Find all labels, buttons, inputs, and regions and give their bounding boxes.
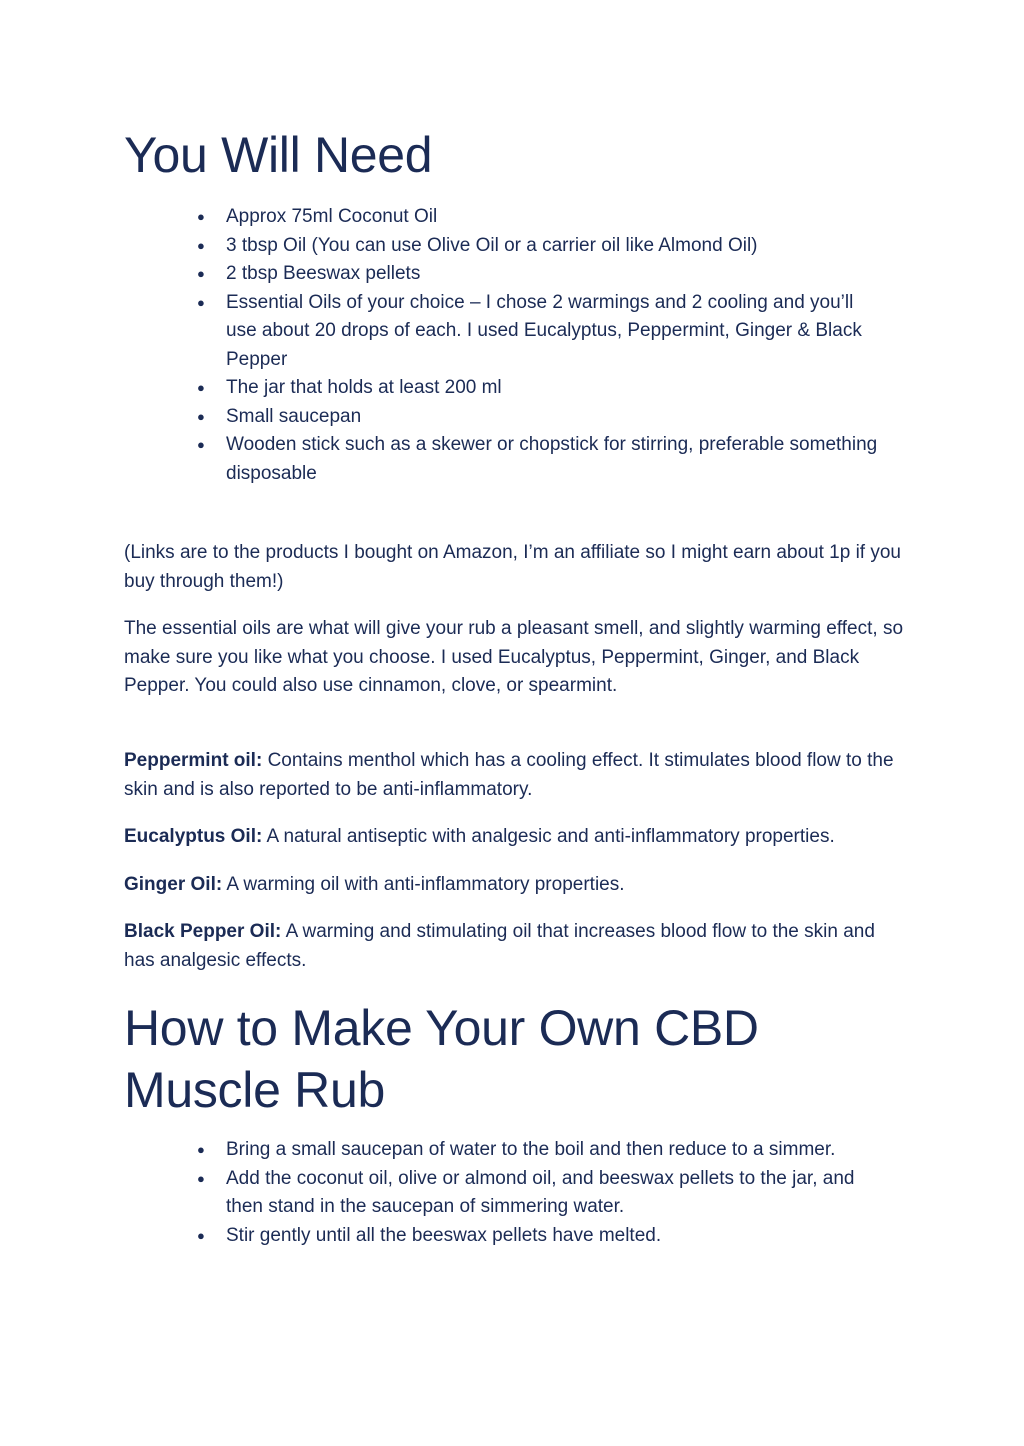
oil-description-ginger — [124, 871, 904, 900]
list-item-text: Bring a small saucepan of water to the boil and then reduce to a simmer. — [226, 1139, 836, 1160]
oil-text: A warming oil with anti-inflammatory properties. — [222, 874, 625, 895]
list-item-text: 3 tbsp Oil (You can use Olive Oil or a carrier oil like Almond Oil) — [226, 234, 758, 256]
list-item-text: Add the coconut oil, olive or almond oil, and beeswax pellets to the jar, and then stand in the saucepan of simmering water. — [226, 1167, 855, 1217]
list-item-text: Stir gently until all the beeswax pellets have melted. — [226, 1224, 662, 1246]
bullet-icon: ● — [197, 294, 205, 310]
section-heading-how-to-make: How to Make Your Own CBD Muscle Rub — [124, 1000, 759, 1118]
bullet-icon: ● — [197, 1142, 205, 1157]
affiliate-note: (Links are to the products I bought on Amazon, I’m an affiliate so I might earn about 1p if you buy through them!) — [124, 542, 901, 592]
list-item-text: Approx 75ml Coconut Oil — [226, 206, 438, 227]
list-item — [197, 260, 887, 289]
oil-text: A natural antiseptic with analgesic and anti-inflammatory properties. — [262, 826, 835, 847]
list-item — [197, 431, 887, 488]
supplies-list — [197, 203, 887, 488]
list-item — [197, 289, 887, 375]
bullet-icon: ● — [197, 1227, 205, 1243]
oils-intro-paragraph: The essential oils are what will give your rub a pleasant smell, and slightly warming effect, so make sure you like what you choose. I used Eucalyptus, Peppermint, Ginger, and Black Pepper. You could also use cinnamon, clove, or spearmint. — [124, 618, 904, 696]
list-item-text: Essential Oils of your choice – I chose 2 warmings and 2 cooling and you’ll use about 20 drops of each. I used Eucalyptus, Peppermint, Ginger & Black Pepper — [226, 291, 862, 370]
bullet-icon: ● — [197, 380, 205, 395]
list-item-text: The jar that holds at least 200 ml — [226, 377, 502, 398]
list-item — [197, 1222, 887, 1251]
list-item-text: 2 tbsp Beeswax pellets — [226, 263, 421, 284]
list-item — [197, 403, 887, 432]
oil-description-black-pepper — [124, 918, 904, 975]
oil-name: Ginger Oil: — [124, 874, 223, 895]
section-heading-you-will-need: You Will Need — [124, 127, 433, 183]
oil-description-peppermint — [124, 747, 904, 804]
bullet-icon: ● — [197, 437, 205, 452]
oil-name: Black Pepper Oil: — [124, 921, 282, 942]
list-item — [197, 203, 887, 232]
list-item — [197, 1165, 887, 1222]
list-item — [197, 232, 887, 261]
oil-description-eucalyptus — [124, 823, 904, 852]
bullet-icon: ● — [197, 1170, 205, 1186]
steps-list — [197, 1136, 887, 1250]
list-item-text: Wooden stick such as a skewer or chopstick for stirring, preferable something disposable — [226, 434, 878, 484]
list-item — [197, 374, 887, 403]
list-item-text: Small saucepan — [226, 405, 362, 427]
bullet-icon: ● — [197, 408, 205, 424]
oil-name: Eucalyptus Oil: — [124, 826, 263, 847]
bullet-icon: ● — [197, 237, 205, 253]
oil-name: Peppermint oil: — [124, 750, 263, 771]
bullet-icon: ● — [197, 266, 205, 281]
oil-text: A warming and stimulating oil that increases blood flow to the skin and has analgesic effects. — [124, 921, 875, 971]
bullet-icon: ● — [197, 209, 205, 224]
list-item — [197, 1136, 887, 1165]
oil-text: Contains menthol which has a cooling effect. It stimulates blood flow to the skin and is also reported to be anti-inflammatory. — [124, 750, 894, 800]
